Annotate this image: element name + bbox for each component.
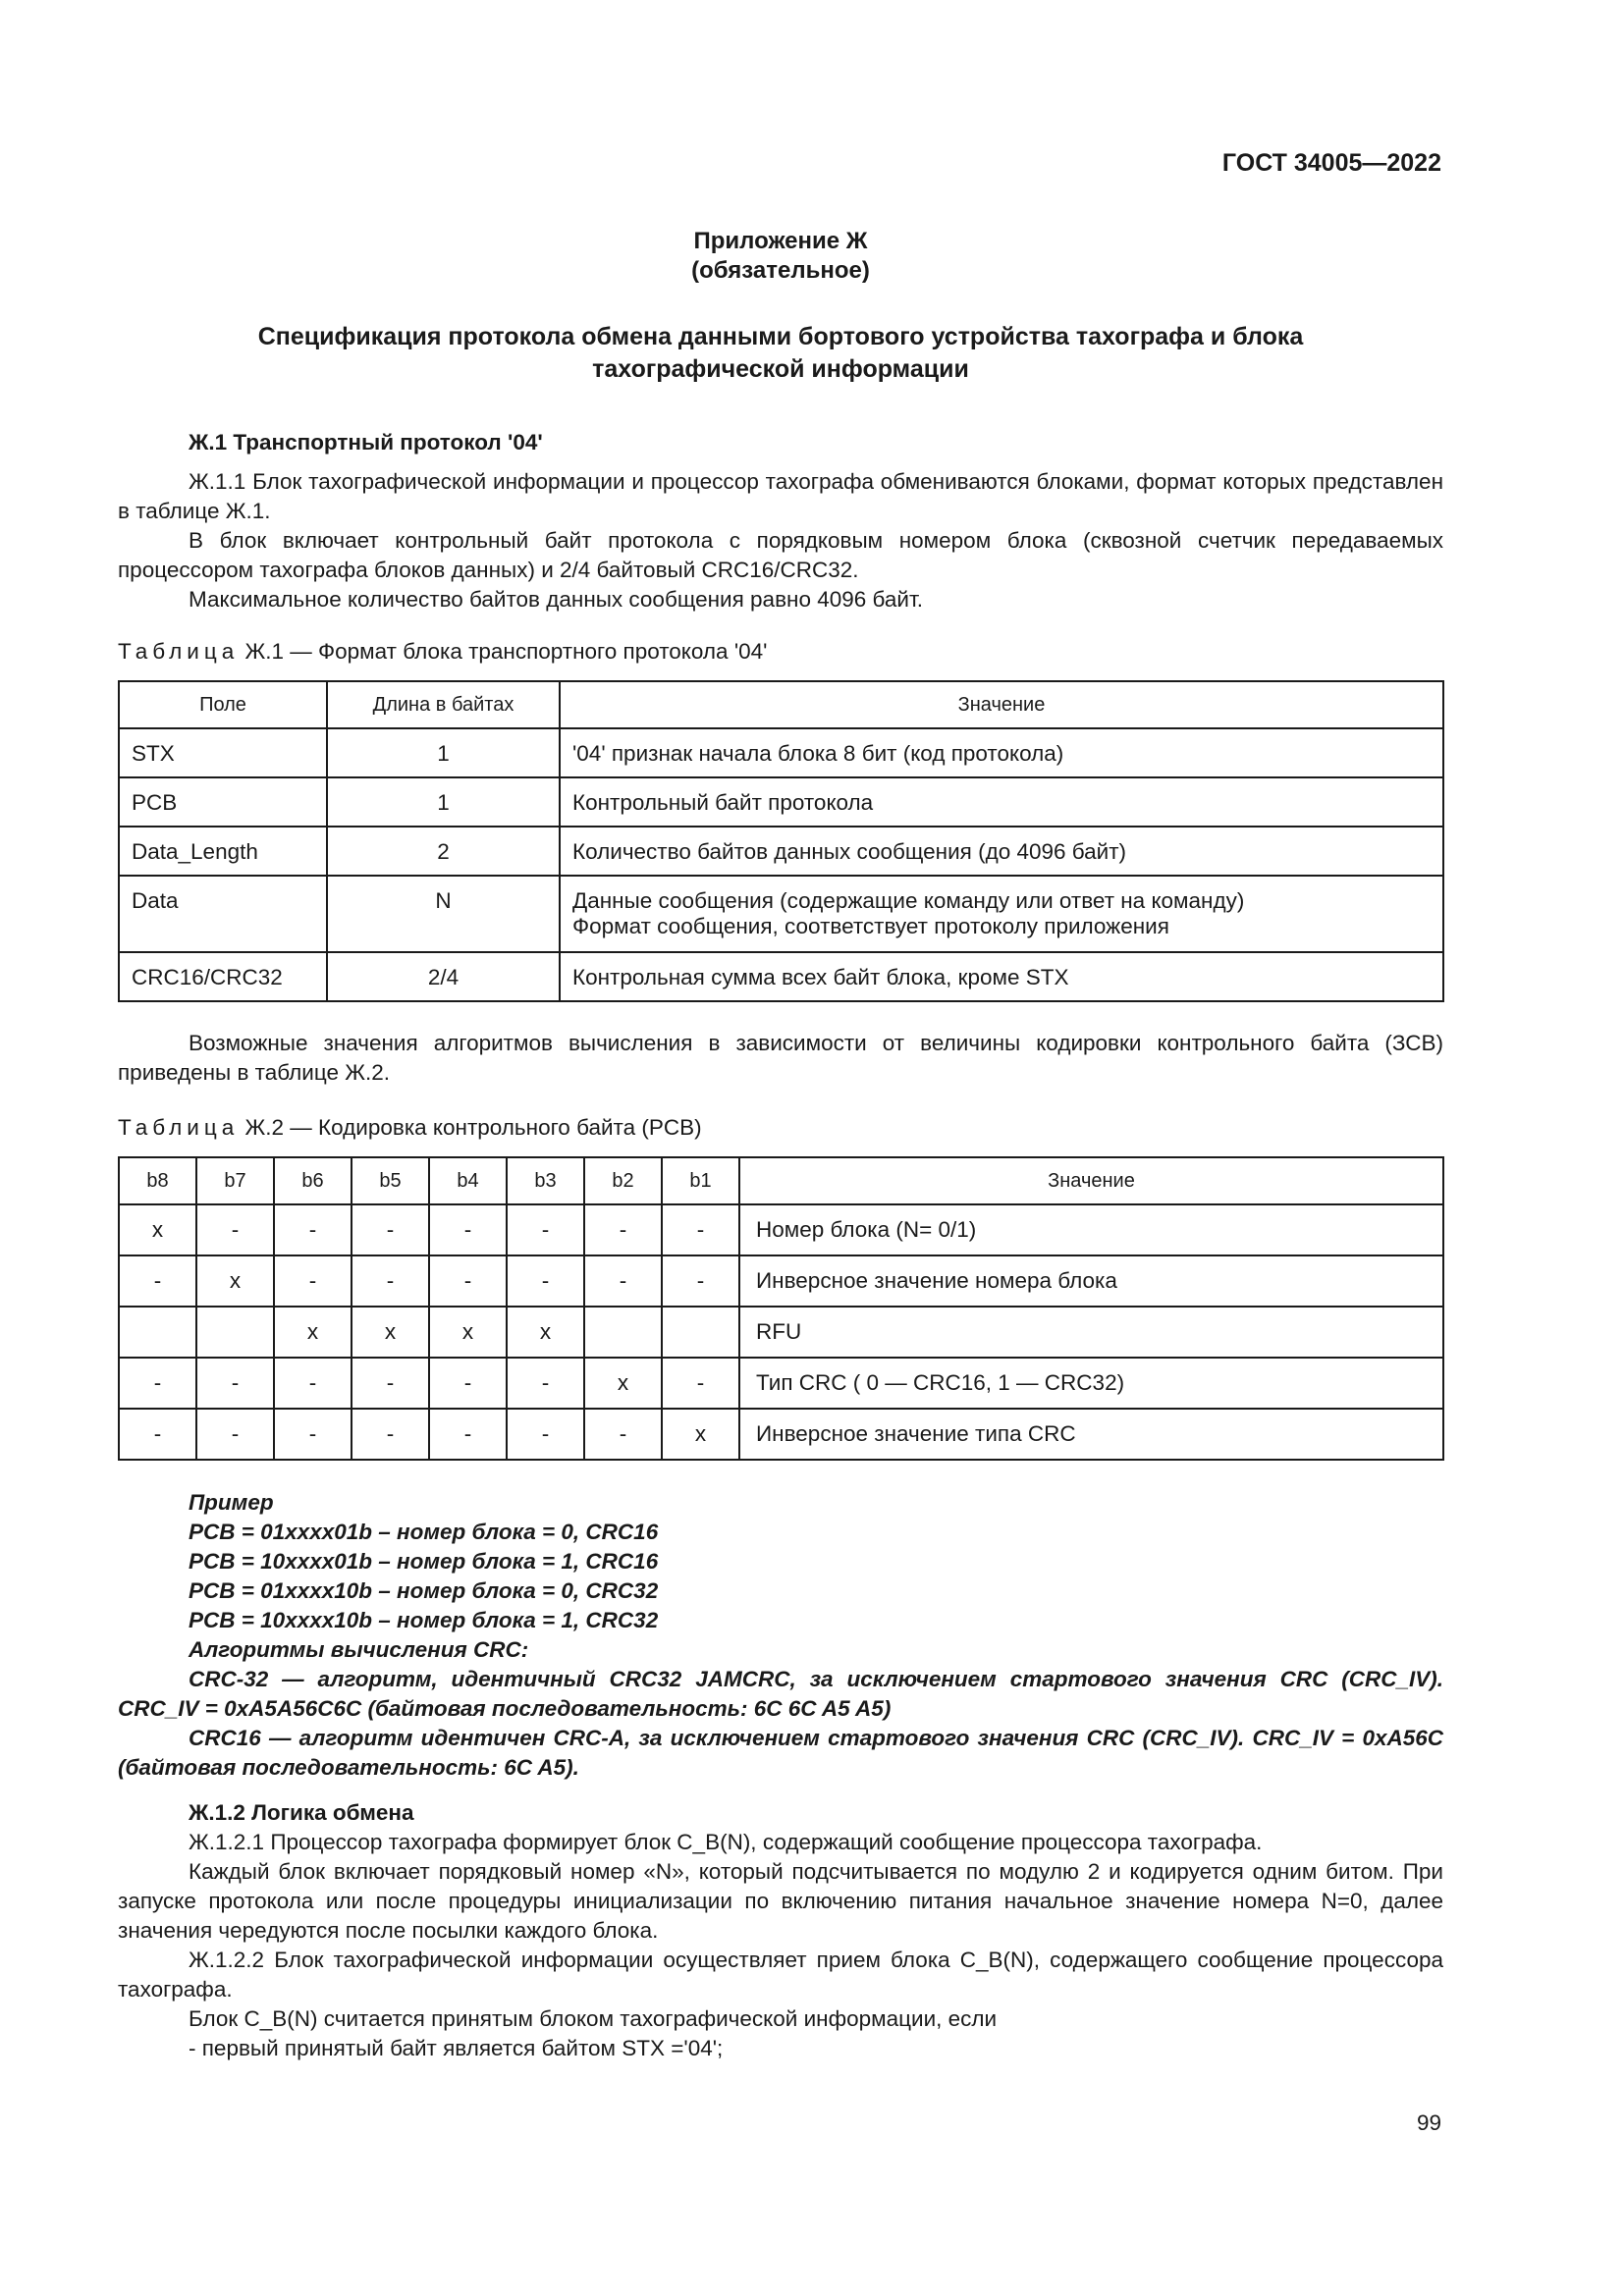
bit-cell: - (196, 1358, 274, 1409)
bit-cell: - (274, 1204, 352, 1255)
table2-header-b7: b7 (196, 1157, 274, 1204)
table1-caption-word: Таблица (118, 639, 240, 664)
example-block (118, 1488, 1443, 1665)
table2-header-b1: b1 (662, 1157, 739, 1204)
appendix-title-line2: тахографической информации (592, 355, 969, 383)
example-line: PCB = 10xxxx10b – номер блока = 1, CRC32 (189, 1608, 659, 1632)
table2-value: RFU (739, 1307, 1443, 1358)
paragraph-max-bytes: Максимальное количество байтов данных сообщения равно 4096 байт. (189, 587, 924, 612)
section-heading-j12: Ж.1.2 Логика обмена (189, 1800, 414, 1825)
table1-caption (118, 639, 767, 665)
table1-field: CRC16/CRC32 (119, 952, 327, 1001)
appendix-title-line1: Спецификация протокола обмена данными бортового устройства тахографа и блока (257, 323, 1304, 350)
table2-value: Номер блока (N= 0/1) (739, 1204, 1443, 1255)
bit-cell: - (352, 1255, 429, 1307)
bit-cell: x (274, 1307, 352, 1358)
table-row (119, 1358, 1443, 1409)
bit-cell: - (119, 1255, 196, 1307)
bit-cell: x (584, 1358, 662, 1409)
bit-cell: x (119, 1204, 196, 1255)
table-row (119, 1255, 1443, 1307)
table2-header-b3: b3 (507, 1157, 584, 1204)
paragraph-first-byte: - первый принятый байт является байтом STX ='04'; (189, 2036, 724, 2060)
table1-value: Количество байтов данных сообщения (до 4096 байт) (560, 827, 1443, 876)
table1-value-line2: Формат сообщения, соответствует протоколу приложения (572, 914, 1169, 938)
bit-cell: - (352, 1358, 429, 1409)
table2-caption-word: Таблица (118, 1115, 240, 1140)
table1-header-value: Значение (560, 681, 1443, 728)
paragraph-algorithms: Возможные значения алгоритмов вычисления в зависимости от величины кодировки контрольного байта (ЗСВ) приведены в таблице Ж.2. (118, 1031, 1443, 1085)
table2-header-b2: b2 (584, 1157, 662, 1204)
example-crc16: CRC16 — алгоритм идентичен CRC-A, за исключением стартового значения CRC (CRC_IV). CRC_IV = 0xA56C (байтовая последовательность: 6C A5). (118, 1726, 1443, 1780)
table1-value-line1: Данные сообщения (содержащие команду или ответ на команду) (572, 888, 1245, 913)
bit-cell: x (196, 1255, 274, 1307)
table2-caption-text: Ж.2 — Кодировка контрольного байта (PCB) (239, 1115, 702, 1140)
table1-field: STX (119, 728, 327, 777)
paragraph-accepted-condition: Блок C_B(N) считается принятым блоком тахографической информации, если (189, 2006, 998, 2031)
paragraph-j122: Ж.1.2.2 Блок тахографической информации осуществляет прием блока C_B(N), содержащего сообщение процессора тахографа. (118, 1948, 1443, 2002)
bit-cell: - (274, 1409, 352, 1460)
table1-length: N (327, 876, 560, 952)
table2-header-b4: b4 (429, 1157, 507, 1204)
table-row (119, 777, 1443, 827)
example-heading: Пример (189, 1490, 274, 1515)
table1-field: Data_Length (119, 827, 327, 876)
table-row (119, 1409, 1443, 1460)
table-row (119, 827, 1443, 876)
table1-length: 1 (327, 728, 560, 777)
table-row (119, 1307, 1443, 1358)
bit-cell: x (507, 1307, 584, 1358)
table1-value: Контрольный байт протокола (560, 777, 1443, 827)
bit-cell: - (119, 1358, 196, 1409)
paragraph-j11: Ж.1.1 Блок тахографической информации и процессор тахографа обмениваются блоками, формат которых представлен в таблице Ж.1. (118, 469, 1443, 523)
bit-cell: - (429, 1204, 507, 1255)
table-transport-format (118, 680, 1444, 1002)
paragraph-j121: Ж.1.2.1 Процессор тахографа формирует блок C_B(N), содержащий сообщение процессора тахографа. (189, 1830, 1263, 1854)
bit-cell: - (507, 1358, 584, 1409)
appendix-title (118, 321, 1443, 386)
table1-header-field: Поле (119, 681, 327, 728)
bit-cell: - (119, 1409, 196, 1460)
table2-caption (118, 1115, 702, 1141)
table1-field: PCB (119, 777, 327, 827)
bit-cell: - (429, 1255, 507, 1307)
table1-length: 2/4 (327, 952, 560, 1001)
bit-cell: - (584, 1255, 662, 1307)
bit-cell: - (196, 1409, 274, 1460)
bit-cell: - (507, 1409, 584, 1460)
table2-header-b6: b6 (274, 1157, 352, 1204)
table2-header-value: Значение (739, 1157, 1443, 1204)
table2-value: Тип CRC ( 0 — CRC16, 1 — CRC32) (739, 1358, 1443, 1409)
bit-cell: - (662, 1358, 739, 1409)
table2-value: Инверсное значение типа CRC (739, 1409, 1443, 1460)
bit-cell: x (352, 1307, 429, 1358)
table1-length: 1 (327, 777, 560, 827)
paragraph-block-number: Каждый блок включает порядковый номер «N», который подсчитывается по модулю 2 и кодируется одним битом. При запуске протокола или после процедуры инициализации по включению питания начальное значение номера N=0, далее значения чередуются после посылки каждого блока. (118, 1859, 1443, 1943)
table2-header-b5: b5 (352, 1157, 429, 1204)
example-line: PCB = 01xxxx01b – номер блока = 0, CRC16 (189, 1520, 659, 1544)
bit-cell: - (584, 1204, 662, 1255)
table2-header-row (119, 1157, 1443, 1204)
table1-value: '04' признак начала блока 8 бит (код протокола) (560, 728, 1443, 777)
table1-value (560, 876, 1443, 952)
example-line: Алгоритмы вычисления CRC: (189, 1637, 529, 1662)
bit-cell (196, 1307, 274, 1358)
bit-cell: - (429, 1409, 507, 1460)
bit-cell: - (196, 1204, 274, 1255)
table2-value: Инверсное значение номера блока (739, 1255, 1443, 1307)
appendix-status: (обязательное) (691, 257, 870, 284)
bit-cell: - (584, 1409, 662, 1460)
page-number: 99 (1416, 2110, 1441, 2135)
example-line: PCB = 10xxxx01b – номер блока = 1, CRC16 (189, 1549, 659, 1574)
table1-field: Data (119, 876, 327, 952)
paragraph-block-contents: В блок включает контрольный байт протокола с порядковым номером блока (сквозной счетчик передаваемых процессором тахографа блоков данных) и 2/4 байтовый CRC16/CRC32. (118, 528, 1443, 582)
section-heading-j1: Ж.1 Транспортный протокол '04' (189, 430, 543, 454)
table-row (119, 876, 1443, 952)
bit-cell: x (429, 1307, 507, 1358)
table1-value: Контрольная сумма всех байт блока, кроме STX (560, 952, 1443, 1001)
standard-number: ГОСТ 34005—2022 (1221, 149, 1441, 177)
example-line: PCB = 01xxxx10b – номер блока = 0, CRC32 (189, 1578, 659, 1603)
bit-cell: x (662, 1409, 739, 1460)
table-pcb-coding (118, 1156, 1444, 1461)
bit-cell (584, 1307, 662, 1358)
table1-length: 2 (327, 827, 560, 876)
bit-cell: - (662, 1255, 739, 1307)
table-row (119, 1204, 1443, 1255)
table1-header-row (119, 681, 1443, 728)
bit-cell: - (662, 1204, 739, 1255)
example-crc32: CRC-32 — алгоритм, идентичный CRC32 JAMCRC, за исключением стартового значения CRC (CRC_IV). CRC_IV = 0xA5A56C6C (байтовая последовательность: 6C 6C A5 A5) (118, 1667, 1443, 1721)
appendix-label: Приложение Ж (693, 228, 868, 254)
bit-cell: - (352, 1409, 429, 1460)
bit-cell: - (274, 1358, 352, 1409)
bit-cell: - (429, 1358, 507, 1409)
bit-cell: - (274, 1255, 352, 1307)
bit-cell: - (507, 1255, 584, 1307)
table2-header-b8: b8 (119, 1157, 196, 1204)
table1-header-length: Длина в байтах (327, 681, 560, 728)
bit-cell (119, 1307, 196, 1358)
bit-cell: - (352, 1204, 429, 1255)
bit-cell: - (507, 1204, 584, 1255)
table-row (119, 952, 1443, 1001)
table1-caption-text: Ж.1 — Формат блока транспортного протокола '04' (239, 639, 768, 664)
bit-cell (662, 1307, 739, 1358)
table-row (119, 728, 1443, 777)
